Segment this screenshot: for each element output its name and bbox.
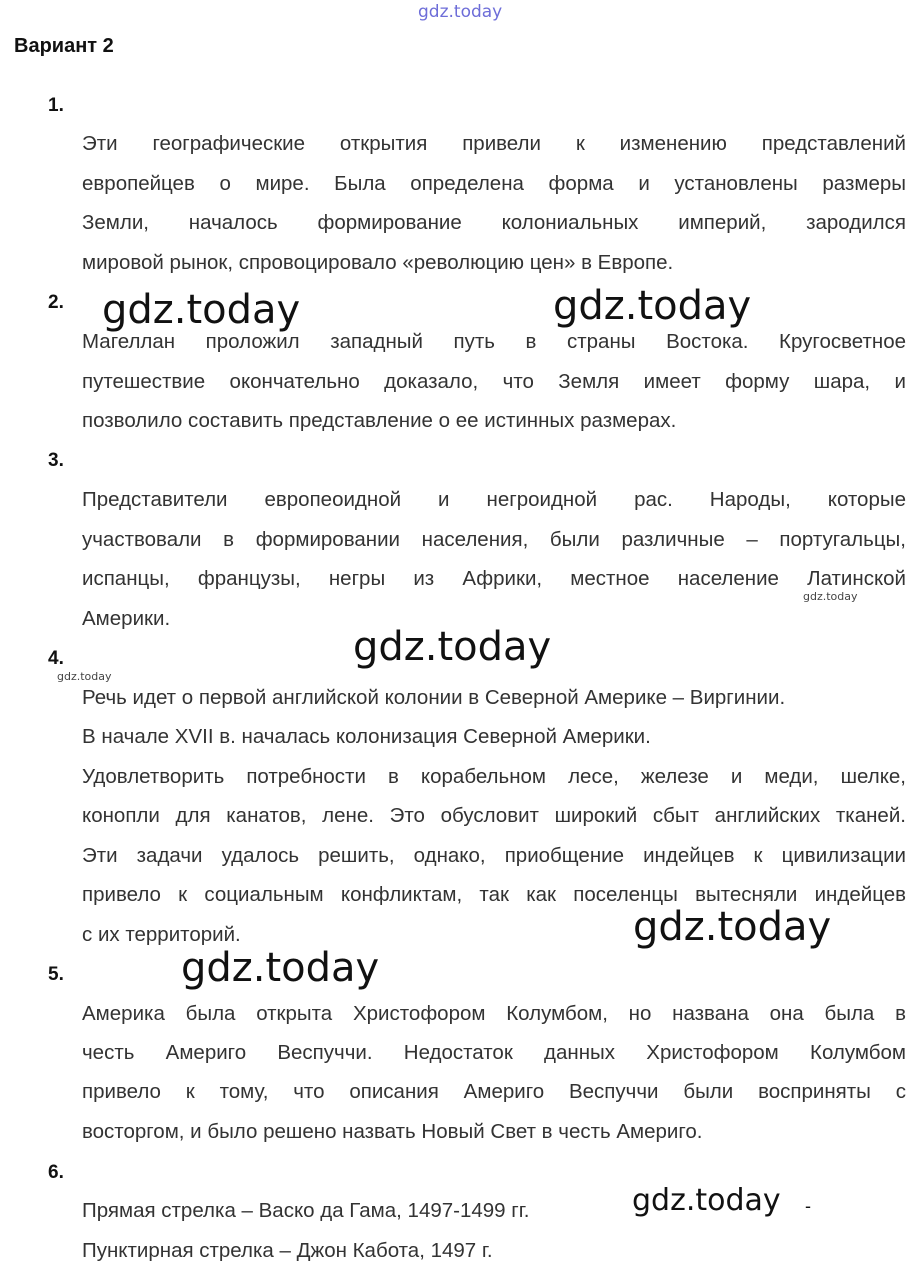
paragraph-line: европейцев о мире. Была определена форма и установлены размеры (82, 172, 906, 195)
paragraph-line: привело к социальным конфликтам, так как поселенцы вытесняли индейцев (82, 883, 906, 906)
watermark: gdz.today (353, 624, 552, 670)
item-number: 3. (48, 450, 64, 471)
paragraph-line: привело к тому, что описания Америго Веспуччи были восприняты с (82, 1080, 906, 1103)
item-number: 5. (48, 964, 64, 985)
paragraph-line: Прямая стрелка – Васко да Гама, 1497-1499 гг. (82, 1199, 530, 1222)
watermark: gdz.today (102, 287, 301, 333)
paragraph-line: Эти географические открытия привели к изменению представлений (82, 132, 906, 155)
page-title: Вариант 2 (14, 35, 114, 57)
paragraph-line: участвовали в формировании населения, были различные – португальцы, (82, 528, 906, 551)
watermark: gdz.today (632, 1183, 781, 1218)
paragraph-line: испанцы, французы, негры из Африки, местное население Латинской (82, 567, 906, 590)
paragraph-line: конопли для канатов, лене. Это обусловит широкий сбыт английских тканей. (82, 804, 906, 827)
item-number: 2. (48, 292, 64, 313)
item-number: 4. (48, 648, 64, 669)
paragraph-line: Америка была открыта Христофором Колумбом, но названа она была в (82, 1002, 906, 1025)
paragraph-line: Представители европеоидной и негроидной рас. Народы, которые (82, 488, 906, 511)
watermark: gdz.today (633, 904, 832, 950)
paragraph-line: Пунктирная стрелка – Джон Кабота, 1497 г. (82, 1239, 493, 1262)
paragraph-line: восторгом, и было решено назвать Новый Свет в честь Америго. (82, 1120, 703, 1143)
paragraph-line: Америки. (82, 607, 171, 630)
paragraph-line: Земли, началось формирование колониальных империй, зародился (82, 211, 906, 234)
watermark: gdz.today (553, 283, 752, 329)
item-number: 6. (48, 1162, 64, 1183)
watermark: gdz.today (181, 945, 380, 991)
paragraph-line: Речь идет о первой английской колонии в Северной Америке – Виргинии. (82, 686, 786, 709)
paragraph-line: Удовлетворить потребности в корабельном лесе, железе и меди, шелке, (82, 765, 906, 788)
header-watermark: gdz.today (418, 2, 503, 22)
paragraph-line: путешествие окончательно доказало, что Земля имеет форму шара, и (82, 370, 906, 393)
item-number: 1. (48, 95, 64, 116)
stray-mark: - (805, 1196, 811, 1216)
paragraph-line: Эти задачи удалось решить, однако, приобщение индейцев к цивилизации (82, 844, 906, 867)
paragraph-line: Магеллан проложил западный путь в страны Востока. Кругосветное (82, 330, 906, 353)
watermark-small: gdz.today (803, 590, 858, 603)
paragraph-line: с их территорий. (82, 923, 241, 946)
paragraph-line: мировой рынок, спровоцировало «революцию цен» в Европе. (82, 251, 674, 274)
watermark-small: gdz.today (57, 670, 112, 683)
paragraph-line: В начале XVII в. началась колонизация Северной Америки. (82, 725, 651, 748)
paragraph-line: позволило составить представление о ее истинных размерах. (82, 409, 677, 432)
paragraph-line: честь Америго Веспуччи. Недостаток данных Христофором Колумбом (82, 1041, 906, 1064)
